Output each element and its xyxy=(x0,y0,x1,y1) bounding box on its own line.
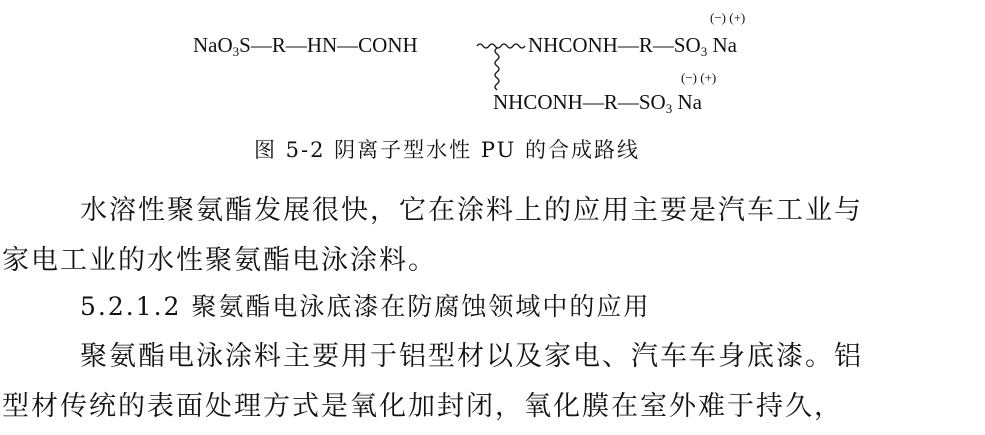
paragraph-line: 聚氨酯电泳涂料主要用于铝型材以及家电、汽车车身底漆。铝 xyxy=(80,341,863,372)
paragraph-line: 型材传统的表面处理方式是氧化加封闭，氧化膜在室外难于持久， xyxy=(2,391,843,422)
chemical-formula xyxy=(0,0,985,125)
figure-caption: 图 5-2 阴离子型水性 PU 的合成路线 xyxy=(254,138,640,162)
formula-main-left: NaO$_3$S—R—HN—CONH xyxy=(193,33,418,59)
formula-main-right: $NHCONH—R—SO_3$ Na xyxy=(528,33,737,59)
formula-branch: $NHCONH—R—SO_3$ Na xyxy=(493,90,702,116)
section-heading: 5.2.1.2 聚氨酯电泳底漆在防腐蚀领域中的应用 xyxy=(80,292,651,321)
formula-charge-top: (−) (+) xyxy=(710,10,746,25)
paragraph-line: 水溶性聚氨酯发展很快，它在涂料上的应用主要是汽车工业与 xyxy=(80,195,863,226)
paragraph-line: 家电工业的水性聚氨酯电泳涂料。 xyxy=(2,245,437,276)
formula-charge-bottom: (−) (+) xyxy=(681,70,717,85)
